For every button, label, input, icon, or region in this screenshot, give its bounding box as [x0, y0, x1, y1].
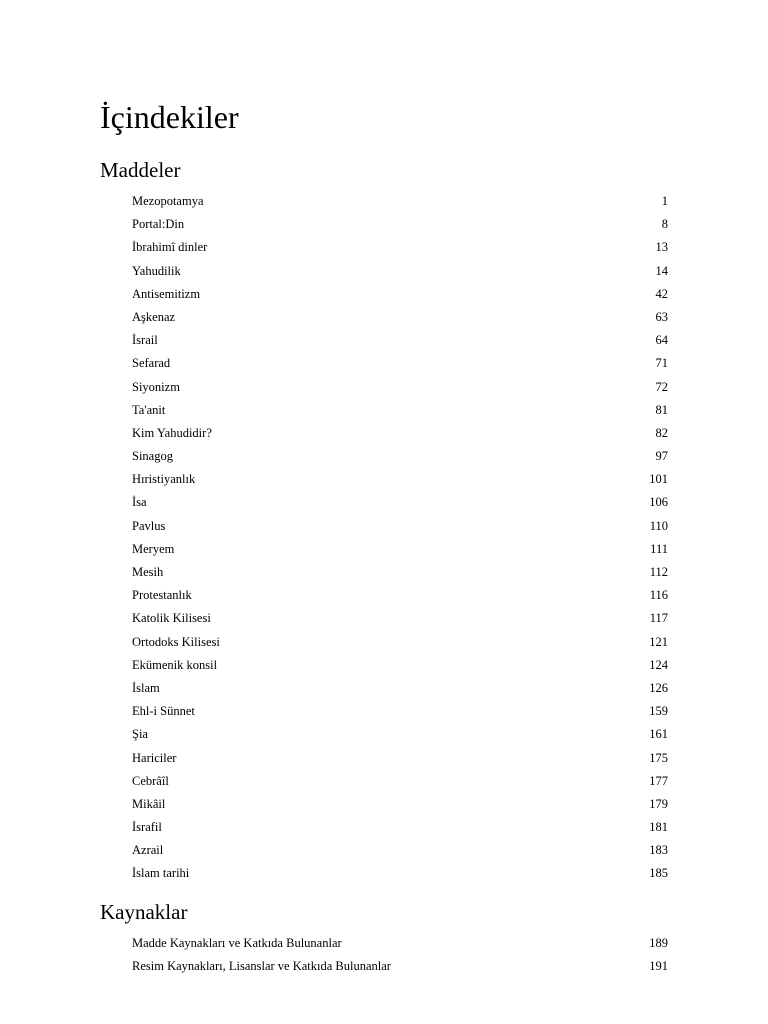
toc-entry-page-number: 8	[661, 217, 668, 232]
toc-entry-page-number: 42	[655, 286, 668, 301]
toc-entry-title[interactable]: İsrail	[132, 333, 158, 348]
toc-entry-page-number: 81	[655, 402, 668, 417]
toc-entry[interactable]	[132, 610, 668, 633]
toc-entry-page-number: 121	[649, 634, 668, 649]
toc-entry-title[interactable]: Ehl-i Sünnet	[132, 704, 195, 719]
toc-entry-page-number: 181	[649, 820, 668, 835]
toc-entry-page-number: 116	[649, 588, 668, 603]
toc-entry[interactable]	[132, 425, 668, 448]
toc-entry-title[interactable]: Şia	[132, 727, 148, 742]
toc-entry-title[interactable]: İsa	[132, 495, 147, 510]
toc-entry-title[interactable]: Portal:Din	[132, 217, 185, 232]
toc-entry-page-number: 97	[655, 449, 668, 464]
toc-entry[interactable]	[132, 448, 668, 471]
toc-entry[interactable]	[132, 657, 668, 680]
toc-entry-title[interactable]: Ekümenik konsil	[132, 657, 218, 672]
toc-entry-page-number: 126	[649, 680, 668, 695]
toc-entry-page-number: 185	[649, 866, 668, 881]
toc-entry[interactable]	[132, 518, 668, 541]
toc-entry[interactable]	[132, 865, 668, 888]
toc-entry-page-number: 179	[649, 796, 668, 811]
toc-entry-title[interactable]: Pavlus	[132, 518, 166, 533]
toc-entry-title[interactable]: Antisemitizm	[132, 286, 201, 301]
toc-entry-title[interactable]: İsrafil	[132, 820, 162, 835]
toc-entry[interactable]	[132, 842, 668, 865]
toc-entry-title[interactable]: Mesih	[132, 565, 164, 579]
toc-entry-page-number: 71	[655, 356, 668, 371]
toc-entry-title[interactable]: Ta'anit	[132, 402, 166, 417]
toc-entry-page-number: 13	[655, 240, 668, 255]
toc-entry-title[interactable]: İslam	[132, 680, 160, 695]
toc-entry-page-number: 64	[655, 333, 668, 348]
toc-entry-title[interactable]: Protestanlık	[132, 588, 192, 603]
toc-entry-title[interactable]: Meryem	[132, 541, 175, 556]
toc-entry-page-number: 1	[661, 194, 668, 208]
toc-entry-page-number: 110	[649, 518, 668, 533]
toc-entry[interactable]	[132, 634, 668, 657]
toc-entry[interactable]	[132, 379, 668, 402]
toc-entry-title[interactable]: Sefarad	[132, 356, 171, 371]
toc-entry-title[interactable]: Resim Kaynakları, Lisanslar ve Katkıda Bulunanlar	[132, 959, 391, 974]
toc-entry[interactable]	[132, 796, 668, 819]
toc-entry-page-number: 189	[649, 936, 668, 950]
toc-entry-title[interactable]: Hıristiyanlık	[132, 472, 196, 487]
toc-entry-page-number: 82	[655, 425, 668, 440]
toc-entry[interactable]	[132, 332, 668, 355]
toc-entry[interactable]	[132, 286, 668, 309]
toc-entry-title[interactable]: Siyonizm	[132, 379, 180, 394]
toc-entry[interactable]	[132, 355, 668, 378]
section-heading-maddeler: Maddeler	[100, 158, 181, 182]
toc-entry[interactable]	[132, 309, 668, 332]
toc-entry-title[interactable]: Mezopotamya	[132, 194, 204, 208]
toc-entry[interactable]	[132, 239, 668, 262]
toc-entry-title[interactable]: Cebrâîl	[132, 773, 169, 788]
section-heading-kaynaklar: Kaynaklar	[100, 900, 188, 924]
toc-entry-title[interactable]: İslam tarihi	[132, 866, 190, 881]
toc-entry[interactable]	[132, 750, 668, 773]
toc-entry[interactable]	[132, 494, 668, 517]
toc-entry[interactable]	[132, 193, 668, 216]
toc-entry[interactable]	[132, 958, 668, 981]
toc-entry[interactable]	[132, 216, 668, 239]
toc-entry-title[interactable]: Azrail	[132, 843, 164, 858]
toc-entry[interactable]	[132, 564, 668, 587]
toc-entry-page-number: 106	[649, 495, 668, 510]
toc-entry-title[interactable]: Aşkenaz	[132, 309, 176, 324]
toc-entry-title[interactable]: Hariciler	[132, 750, 177, 765]
toc-entry[interactable]	[132, 402, 668, 425]
toc-entry-page-number: 159	[649, 704, 668, 719]
toc-entry[interactable]	[132, 587, 668, 610]
toc-entry[interactable]	[132, 935, 668, 958]
toc-entry[interactable]	[132, 726, 668, 749]
toc-entry-page-number: 177	[649, 773, 668, 788]
toc-entry[interactable]	[132, 471, 668, 494]
toc-entry-page-number: 124	[649, 657, 668, 672]
toc-entry-title[interactable]: Kim Yahudidir?	[132, 425, 212, 440]
toc-list-maddeler	[132, 193, 668, 889]
toc-entry[interactable]	[132, 680, 668, 703]
toc-entry-page-number: 117	[649, 611, 668, 626]
toc-entry-title[interactable]: Ortodoks Kilisesi	[132, 634, 220, 649]
toc-entry-title[interactable]: Sinagog	[132, 449, 173, 464]
toc-entry-title[interactable]: Mikâil	[132, 796, 166, 811]
toc-entry-page-number: 111	[650, 541, 668, 556]
toc-entry-page-number: 175	[649, 750, 668, 765]
toc-entry-page-number: 161	[649, 727, 668, 742]
toc-entry[interactable]	[132, 263, 668, 286]
toc-entry-title[interactable]: Yahudilik	[132, 263, 181, 278]
toc-entry-title[interactable]: Katolik Kilisesi	[132, 611, 211, 626]
toc-entry-page-number: 183	[649, 843, 668, 858]
toc-entry-page-number: 72	[655, 379, 668, 394]
toc-entry-page-number: 63	[655, 309, 668, 324]
toc-entry[interactable]	[132, 541, 668, 564]
toc-entry-page-number: 101	[649, 472, 668, 487]
toc-entry[interactable]	[132, 819, 668, 842]
toc-entry[interactable]	[132, 773, 668, 796]
toc-list-kaynaklar	[132, 935, 668, 981]
toc-entry-page-number: 191	[649, 959, 668, 974]
toc-entry-page-number: 14	[655, 263, 668, 278]
toc-entry-title[interactable]: İbrahimî dinler	[132, 240, 208, 255]
toc-entry-title[interactable]: Madde Kaynakları ve Katkıda Bulunanlar	[132, 936, 342, 950]
toc-entry[interactable]	[132, 703, 668, 726]
toc-entry-page-number: 112	[649, 565, 668, 579]
page-title: İçindekiler	[100, 99, 239, 135]
